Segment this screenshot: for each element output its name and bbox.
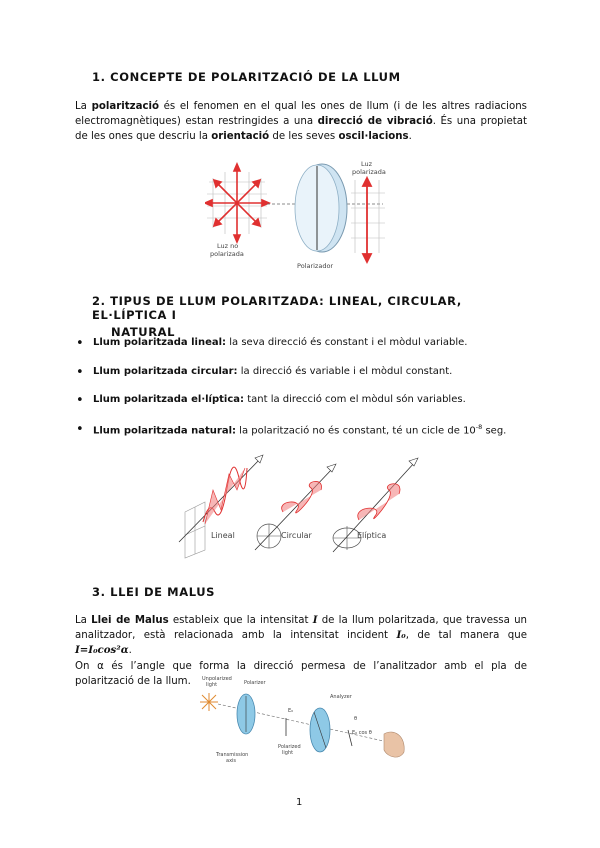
polarization-types-figure	[175, 450, 435, 560]
math-formula: I=I₀cos²α	[75, 644, 129, 657]
list-item	[93, 337, 467, 348]
text: de les seves	[269, 131, 339, 143]
section-3-paragraph-2: On α és l’angle que forma la direcció permesa de l’analitzador amb el pla de polarització de la llum.	[75, 660, 527, 687]
term-polarization: polarització	[91, 101, 159, 112]
bullet-text: la seva direcció és constant i el mòdul variable.	[226, 337, 468, 348]
section-1-heading: 1. CONCEPTE DE POLARITZACIÓ DE LA LLUM	[92, 70, 401, 84]
text: La	[75, 615, 92, 626]
list-item	[93, 366, 452, 377]
bullet-term: Llum polaritzada natural:	[93, 425, 236, 437]
circular-panel	[255, 464, 336, 550]
label-theta: θ	[354, 716, 358, 722]
section-3-heading: 3. LLEI DE MALUS	[92, 585, 216, 599]
term-oscillations: oscil·lacions	[338, 131, 409, 143]
section-1-paragraph	[75, 99, 527, 145]
polarizer-figure	[205, 158, 400, 278]
bullet-text: la direcció és variable i el mòdul constant.	[237, 366, 453, 377]
label-unpolarized-light-2: light	[206, 682, 218, 688]
label-e0-cos-theta: E₀ cos θ	[352, 730, 372, 736]
linear-panel	[179, 455, 263, 558]
label-polarized-light: Polarized	[278, 744, 301, 750]
bullet-term: Llum polaritzada lineal:	[93, 337, 227, 348]
unpolarized-arrows	[205, 164, 269, 242]
text: de la llum polaritzada, que travessa un analitzador, està relacionada amb la intensitat incident	[75, 615, 527, 642]
term-malus-law: Llei de Malus	[91, 615, 169, 626]
label-circular: Circular	[281, 531, 312, 540]
bullet-sup: -8	[475, 423, 483, 431]
label-unpolarized: Luz no	[217, 242, 239, 250]
bullet-term: Llum polaritzada circular:	[93, 366, 238, 377]
label-polarized-light-2: light	[282, 750, 294, 756]
text: La	[75, 101, 92, 112]
term-vibration-direction: direcció de vibració	[317, 116, 433, 128]
bullet-text: la polarització no és constant, té un cicle de 10	[236, 425, 476, 437]
grid-right	[351, 176, 385, 258]
text: . És una propietat de les ones que descriu la	[75, 116, 527, 143]
section-2-heading	[92, 294, 532, 339]
bullet-term: Llum polaritzada el·líptica:	[93, 394, 245, 405]
heading-line-2: NATURAL	[111, 325, 176, 339]
label-polarizer: Polarizador	[297, 262, 334, 270]
eye-observer	[384, 732, 404, 757]
label-analyzer: Analyzer	[330, 694, 352, 700]
label-elliptic: Elíptica	[357, 531, 387, 540]
label-transmission-axis: Transmission	[216, 752, 249, 758]
text: .	[408, 131, 412, 143]
list-item	[93, 394, 466, 405]
unpolarized-source	[200, 693, 218, 711]
term-orientation: orientació	[211, 131, 270, 143]
label-unpolarized-light: Unpolarized	[202, 676, 232, 682]
bullet-text: tant la direcció com el mòdul són variables.	[244, 394, 466, 405]
math-incident-intensity: I₀	[396, 629, 406, 642]
label-unpolarized-2: polarizada	[210, 250, 244, 258]
label-polarizer: Polarizer	[244, 680, 266, 686]
label-polarized: Luz	[361, 160, 373, 168]
list-item	[93, 423, 506, 436]
malus-figure	[188, 672, 410, 770]
polarized-arrow	[363, 178, 371, 262]
text: , de tal manera que	[405, 630, 527, 642]
heading-line-1: 2. TIPUS DE LLUM POLARITZADA: LINEAL, CIRCULAR, EL·LÍPTICA I	[92, 294, 462, 322]
text: .	[128, 645, 132, 657]
bullet-tail: seg.	[482, 425, 507, 437]
text: és el fenomen en el qual les ones de llum (i de les altres radiacions electromagnètiques) estan restringides a una	[75, 101, 527, 128]
page-number: 1	[296, 797, 303, 808]
label-polarized-2: polarizada	[352, 168, 386, 176]
elliptic-panel	[333, 458, 418, 552]
text: estableix que la intensitat	[168, 615, 313, 626]
label-e0: E₀	[288, 708, 294, 714]
label-transmission-axis-2: axis	[226, 758, 237, 764]
label-linear: Lineal	[211, 531, 235, 540]
math-intensity: I	[312, 614, 318, 626]
